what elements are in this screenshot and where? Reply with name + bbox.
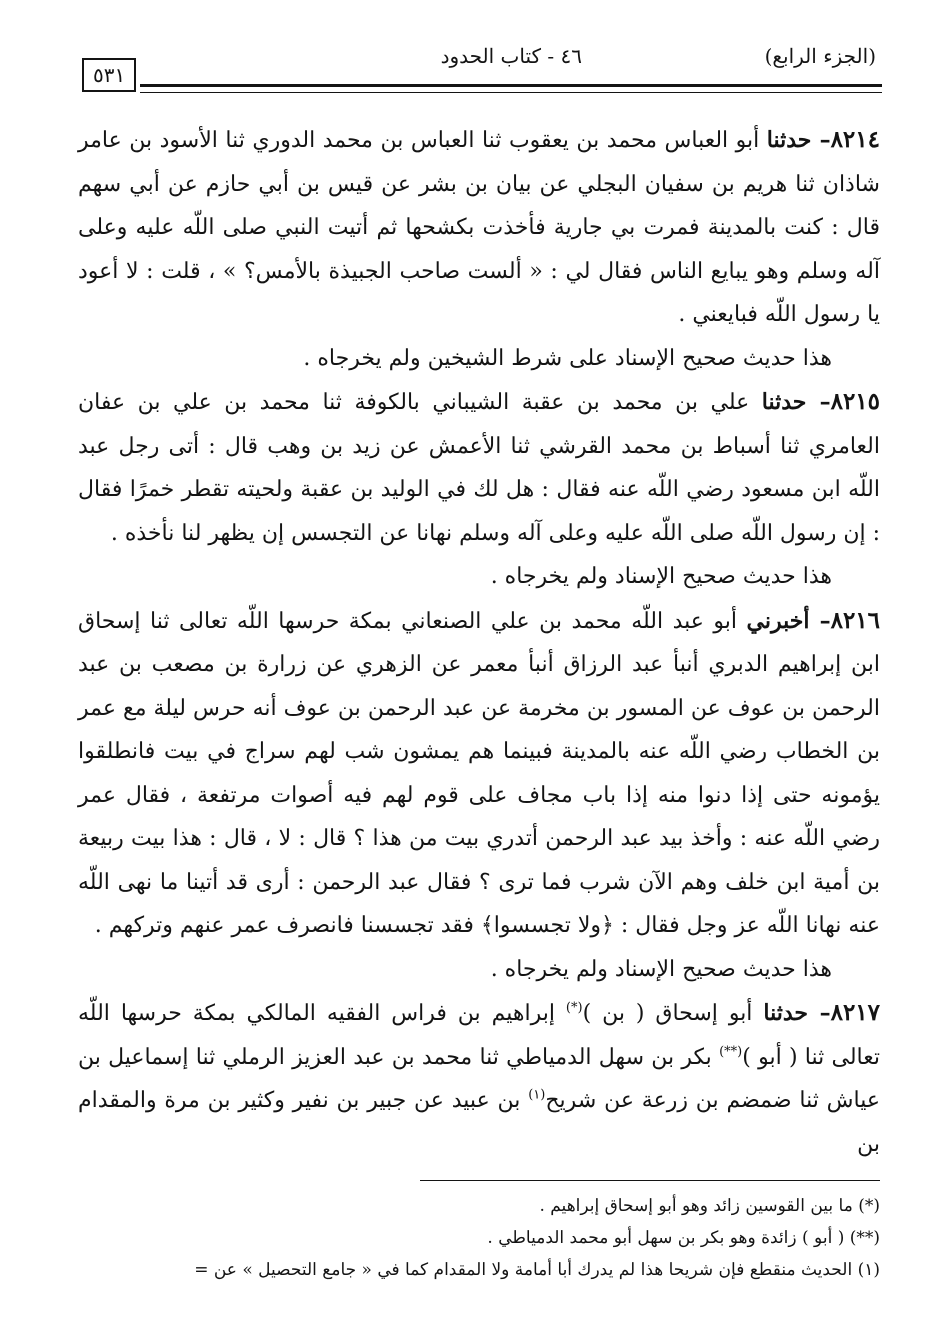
footnote: (١) الحديث منقطع فإن شريحا هذا لم يدرك أبا أمامة ولا المقدام كما في « جامع التحصيل » عن = — [194, 1260, 880, 1280]
hadith-number: ٨٢١٤ — [830, 126, 880, 153]
hadith-number: ٨٢١٧ — [830, 999, 881, 1026]
hadith-number: ٨٢١٥ — [830, 388, 881, 415]
grading-8215: هذا حديث صحيح الإسناد ولم يخرجاه . — [490, 564, 832, 589]
hadith-text: علي بن محمد بن عقبة الشيباني بالكوفة ثنا محمد بن علي بن عفان العامري ثنا أسباط بن محمد القرشي ثنا الأعمش عن زيد بن وهب قال : أتى رجل عبد اللّه ابن مسعود رضي اللّه عنه فقال : هل لك في الوليد بن عقبة ولحيته تقطر خمرًا فقال : إن رسول اللّه صلى اللّه عليه وعلى آله وسلم نهانا عن التجسس إن يظهر لنا نأخذه . — [78, 390, 880, 546]
hadith-text: بكر بن سهل الدمياطي ثنا محمد بن عبد العزيز الرملي ثنا إسماعيل بن عياش ثنا ضمضم بن زرعة عن شريح — [78, 1044, 880, 1113]
hadith-text: إبراهيم بن فراس الفقيه المالكي بمكة حرسها اللّه تعالى ثنا ( أبو ) — [78, 1001, 880, 1070]
footnote: (*) ما بين القوسين زائد وهو أبو إسحاق إبراهيم . — [539, 1196, 880, 1216]
hadith-text: أبو إسحاق ( بن ) — [582, 1001, 753, 1026]
hadith-lead: – حدثنا — [761, 389, 831, 415]
footnote-marker: (١) — [528, 1087, 546, 1103]
hadith-lead: – حدثنا — [766, 127, 831, 153]
footnote: (**) ( أبو ) زائدة وهو بكر بن سهل أبو محمد الدمياطي . — [487, 1228, 880, 1248]
hadith-8214 — [78, 118, 880, 337]
header-rule-thin — [140, 92, 882, 93]
footnote-marker: (**) — [719, 1044, 743, 1060]
grading-8214: هذا حديث صحيح الإسناد على شرط الشيخين ولم يخرجاه . — [303, 345, 832, 371]
hadith-text: بن عبيد عن جبير بن نفير وكثير بن مرة والمقدام بن — [78, 1088, 880, 1157]
running-header — [88, 44, 882, 100]
header-rule-thick — [140, 84, 882, 87]
chapter-title: ٤٦ - كتاب الحدود — [440, 44, 582, 68]
footnotes — [78, 1190, 880, 1286]
volume-label: (الجزء الرابع) — [764, 44, 876, 68]
footnote-marker: (*) — [565, 1000, 583, 1016]
hadith-8217 — [78, 991, 880, 1166]
hadith-lead: – أخبرني — [746, 607, 831, 634]
hadith-8216 — [78, 599, 880, 948]
hadith-text: أبو العباس محمد بن يعقوب ثنا العباس بن محمد الدوري ثنا الأسود بن عامر شاذان ثنا هريم بن سفيان البجلي عن بيان بن بشر عن قيس بن أبي حازم عن أبي سهم قال : كنت بالمدينة فمرت بي جارية فأخذت بكشحها ثم أتيت النبي صلى اللّه عليه وعلى آله وسلم وهو يبايع الناس فقال لي : « ألست صاحب الجبيذة بالأمس؟ » ، قلت : لا أعود يا رسول اللّه فبايعني . — [78, 128, 880, 327]
footnote-divider — [420, 1180, 880, 1181]
hadith-text: أبو عبد اللّه محمد بن علي الصنعاني بمكة حرسها اللّه تعالى ثنا إسحاق ابن إبراهيم الدبري أنبأ عبد الرزاق أنبأ معمر عن الزهري عن زرارة بن مصعب بن عبد الرحمن بن عوف عن المسور بن مخرمة عن عبد الرحمن بن عوف أنه حرس ليلة مع عمر بن الخطاب رضي اللّه عنه بالمدينة فبينما هم يمشون شب لهم سراج في بيت فانطلقوا يؤمونه حتى إذا دنوا منه إذا باب مجاف على قوم لهم فيه أصوات مرتفعة ، فقال عمر رضي اللّه عنه : وأخذ بيد عبد الرحمن أتدري بيت من هذا ؟ قال : لا ، قال : هذا بيت ربيعة بن أمية ابن خلف وهم الآن شرب فما ترى ؟ فقال عبد الرحمن : أرى قد أتينا ما نهى اللّه عنه نهانا اللّه عز وجل فقال : ﴿ولا تجسسوا﴾ فقد تجسسنا فانصرف عمر عنهم وتركهم . — [78, 608, 880, 938]
hadith-8215 — [78, 380, 880, 555]
main-text — [78, 118, 880, 1166]
hadith-lead: – حدثنا — [763, 1000, 831, 1026]
hadith-number: ٨٢١٦ — [830, 606, 881, 634]
page-number: ٥٣١ — [82, 58, 136, 92]
grading-8216: هذا حديث صحيح الإسناد ولم يخرجاه . — [490, 956, 832, 982]
